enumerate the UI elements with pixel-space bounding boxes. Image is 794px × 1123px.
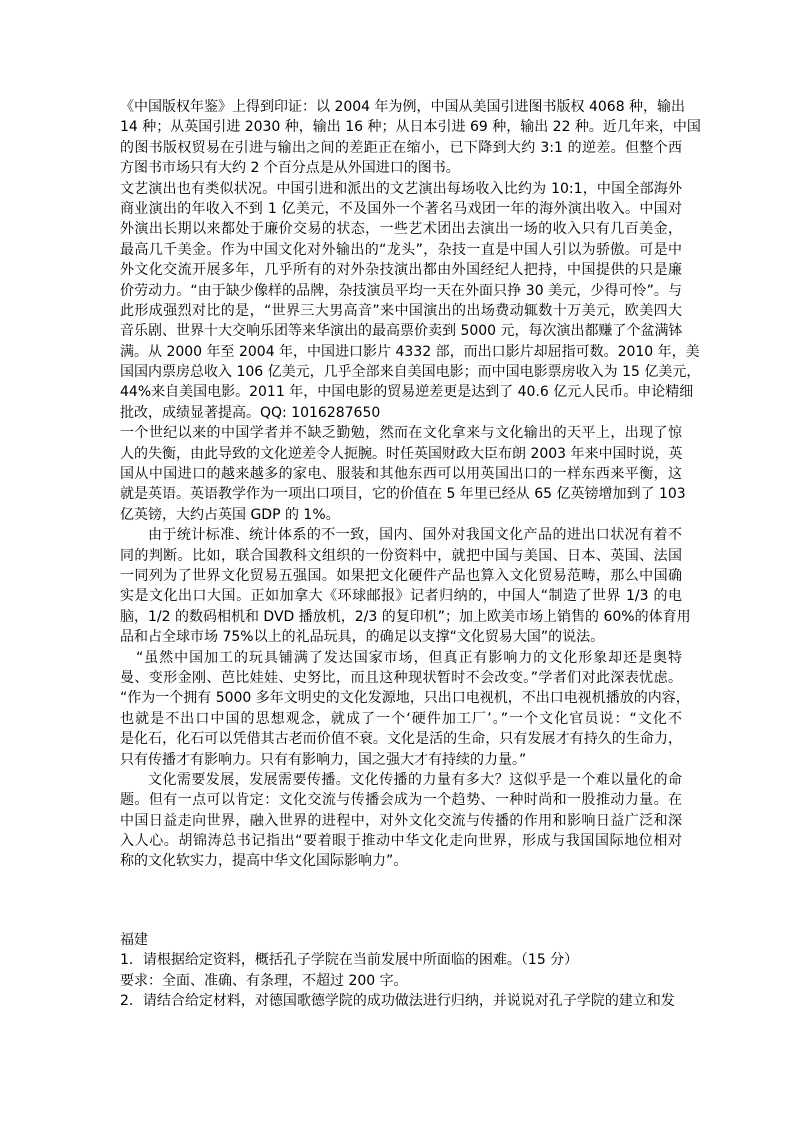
paragraph — [120, 648, 690, 770]
text-line: 一个世纪以来的中国学者并不缺乏勤勉，然而在文化拿来与文化输出的天平上，出现了惊 — [120, 425, 682, 442]
text-line: 由于统计标准、统计体系的不一致，国内、国外对我国文化产品的进出口状况有着不 — [148, 527, 682, 544]
text-line: 只有传播才有影响力。只有有影响力，国之强大才有持续的力量。” — [120, 751, 527, 768]
region-label: 福建 — [120, 932, 148, 948]
text-line: 的图书版权贸易在引进与输出之间的差距正在缩小，已下降到大约 3:1 的逆差。但整个西 — [120, 139, 682, 156]
text-line: 音乐剧、世界十大交响乐团等来华演出的最高票价卖到 5000 元，每次演出都赚了个盆满钵 — [120, 323, 683, 340]
document-body — [120, 97, 701, 872]
paragraph — [120, 97, 701, 179]
text-line: 是化石，化石可以凭借其古老而价值不衰。文化是活的生命，只有发展才有持久的生命力， — [120, 731, 682, 748]
questions-section — [120, 930, 682, 1012]
question-1-requirement: 要求：全面、准确、有条理，不超过 200 字。 — [120, 972, 408, 989]
text-line: 题。但有一点可以肯定：文化交流与传播会成为一个趋势、一种时尚和一股推动力量。在 — [120, 792, 682, 809]
question-2: 2．请结合给定材料，对德国歌德学院的成功做法进行归纳，并说说对孔子学院的建立和发 — [120, 993, 675, 1010]
text-line: 外演出长期以来都处于廉价交易的状态，一些艺术团出去演出一场的收入只有几百美金， — [120, 221, 682, 238]
text-line: 人的失衡，由此导致的文化逆差令人扼腕。时任英国财政大臣布朗 2003 年来中国时说，英 — [120, 445, 683, 462]
text-line: 实是文化出口大国。正如加拿大《环球邮报》记者归纳的，中国人“制造了世界 1/3 的电 — [120, 588, 682, 605]
text-line: 亿英镑，大约占英国 GDP 的 1%。 — [120, 506, 340, 523]
text-line: 此形成强烈对比的是，“世界三大男高音”来中国演出的出场费动辄数十万美元，欧美四大 — [120, 302, 682, 319]
text-line: 满。从 2000 年至 2004 年，中国进口影片 4332 部，而出口影片却屈指可数。2010 年，美 — [120, 343, 700, 360]
paragraph — [120, 423, 686, 525]
text-line: 批改，成绩显著提高。QQ: 1016287650 — [120, 404, 381, 421]
text-line: 最高几千美金。作为中国文化对外输出的“龙头”，杂技一直是中国人引以为骄傲。可是中 — [120, 241, 682, 258]
text-line: 曼、变形金刚、芭比娃娃、史努比，而且这种现状暂时不会改变。”学者们对此深表忧虑。 — [120, 669, 682, 686]
paragraph — [120, 179, 701, 424]
text-line: “虽然中国加工的玩具铺满了发达国家市场，但真正有影响力的文化形象却还是奥特 — [136, 649, 682, 666]
text-line: “作为一个拥有 5000 多年文明史的文化发源地，只出口电视机，不出口电视机播放的内容， — [120, 690, 690, 707]
text-line: 入人心。胡锦涛总书记指出“要着眼于推动中华文化走向世界，形成与我国国际地位相对 — [120, 833, 682, 850]
paragraph — [120, 525, 691, 647]
text-line: 文化需要发展，发展需要传播。文化传播的力量有多大？这似乎是一个难以量化的命 — [148, 771, 682, 788]
text-line: 国国内票房总收入 106 亿美元，几乎全部来自美国电影；而中国电影票房收入为 15 亿美元， — [120, 364, 701, 381]
text-line: 一同列为了世界文化贸易五强国。如果把文化硬件产品也算入文化贸易范畴，那么中国确 — [120, 567, 682, 584]
text-line: 就是英语。英语教学作为一项出口项目，它的价值在 5 年里已经从 65 亿英镑增加到了 103 — [120, 486, 686, 503]
text-line: 外文化交流开展多年，几乎所有的对外杂技演出都由外国经纪人把持，中国提供的只是廉 — [120, 262, 682, 279]
text-line: 称的文化软实力，提高中华文化国际影响力”。 — [120, 853, 408, 870]
question-1: 1．请根据给定资料，概括孔子学院在当前发展中所面临的困难。（15 分） — [120, 952, 579, 969]
text-line: 同的判断。比如，联合国教科文组织的一份资料中，就把中国与美国、日本、英国、法国 — [120, 547, 682, 564]
text-line: 方图书市场只有大约 2 个百分点是从外国进口的图书。 — [120, 160, 460, 177]
paragraph — [120, 770, 682, 872]
text-line: 脑，1/2 的数码相机和 DVD 播放机，2/3 的复印机”；加上欧美市场上销售的 60%的体育用 — [120, 608, 691, 625]
text-line: 《中国版权年鉴》上得到印证：以 2004 年为例，中国从美国引进图书版权 4068 种，输出 — [120, 99, 686, 115]
text-line: 品和占全球市场 75%以上的礼品玩具，的确足以支撑“文化贸易大国”的说法。 — [120, 629, 605, 646]
text-line: 国从中国进口的越来越多的家电、服装和其他东西可以用英国出口的一样东西来平衡，这 — [120, 466, 682, 483]
text-line: 44%来自美国电影。2011 年，中国电影的贸易逆差更是达到了 40.6 亿元人民币。申论精细 — [120, 384, 694, 401]
text-line: 文艺演出也有类似状况。中国引进和派出的文艺演出每场收入比约为 10:1，中国全部海外 — [120, 180, 682, 197]
text-line: 14 种；从英国引进 2030 种，输出 16 种；从日本引进 69 种，输出 22 种。近几年来，中国 — [120, 119, 701, 136]
text-line: 商业演出的年收入不到 1 亿美元，不及国外一个著名马戏团一年的海外演出收入。中国对 — [120, 200, 682, 217]
text-line: 中国日益走向世界，融入世界的进程中，对外文化交流与传播的作用和影响日益广泛和深 — [120, 812, 682, 829]
text-line: 也就是不出口中国的思想观念，就成了一个‘硬件加工厂’。”一个文化官员说：“文化不 — [120, 710, 682, 727]
text-line: 价劳动力。“由于缺少像样的品牌，杂技演员平均一天在外面只挣 30 美元，少得可怜”。与 — [120, 282, 682, 299]
